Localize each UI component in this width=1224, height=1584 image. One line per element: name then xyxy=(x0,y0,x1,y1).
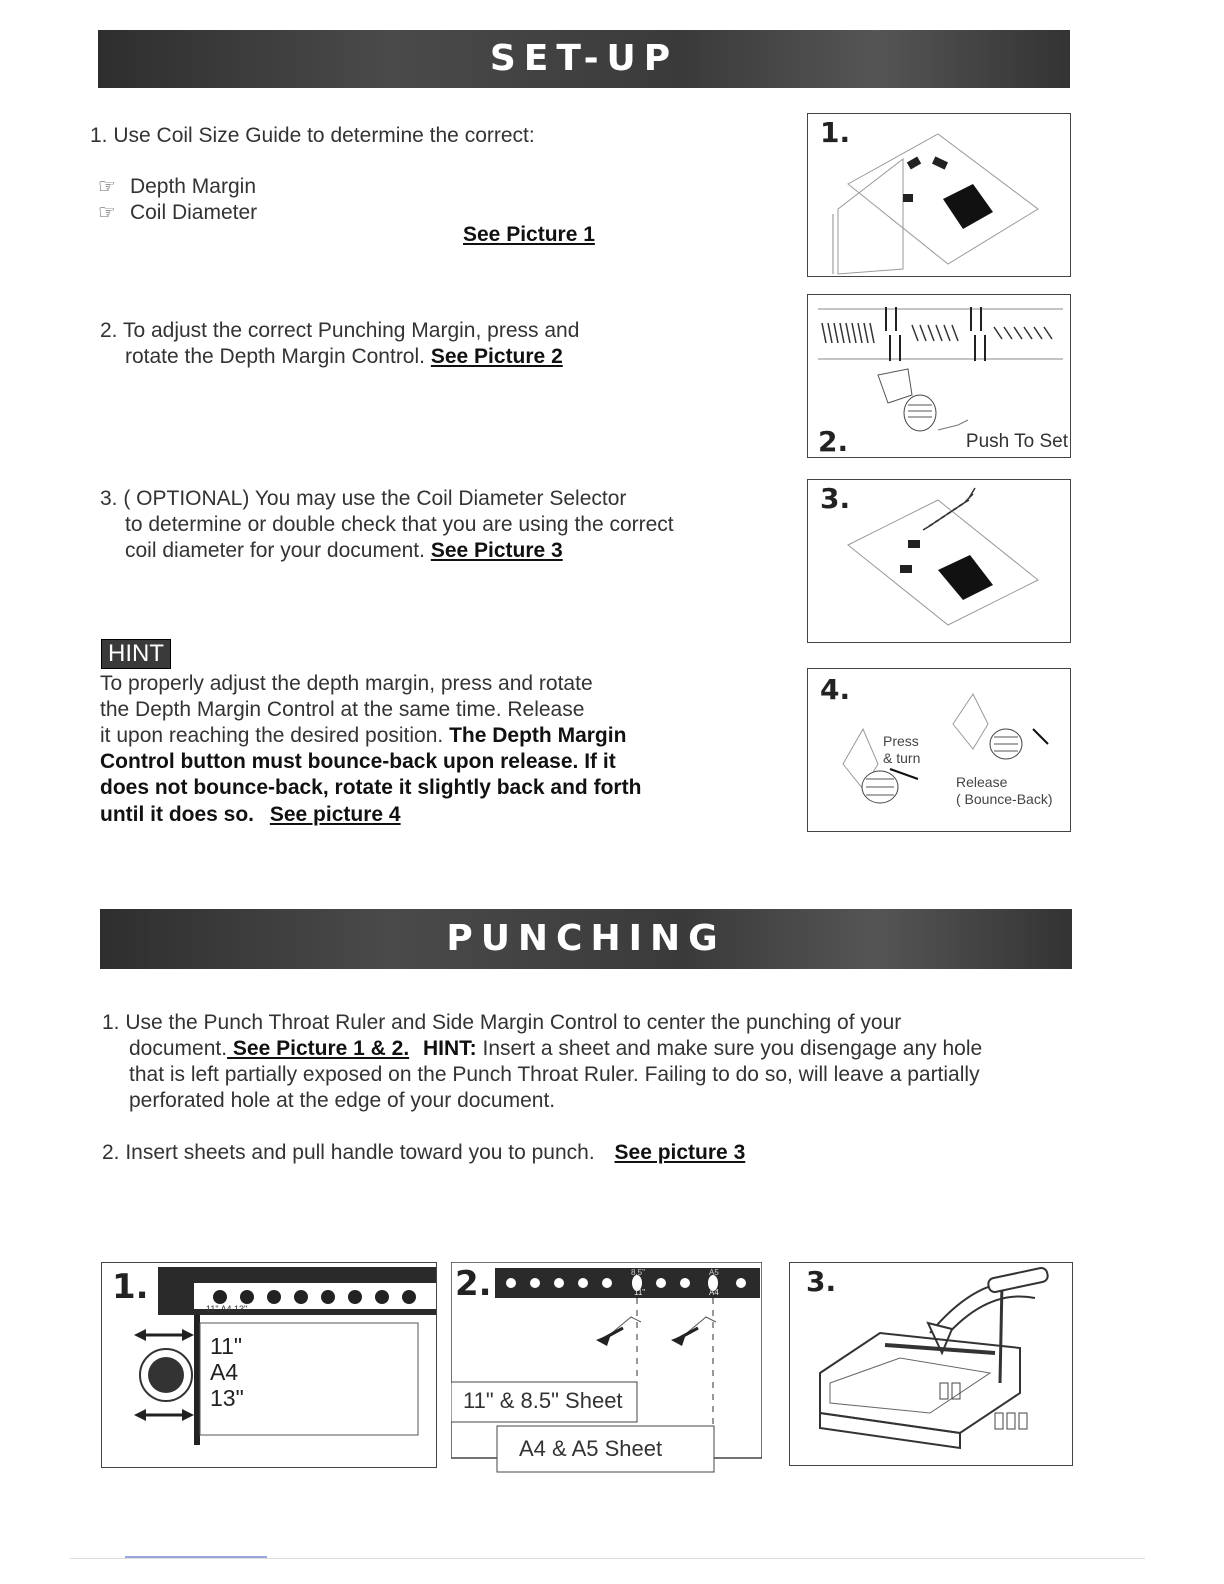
punching-step1-line1: 1. Use the Punch Throat Ruler and Side Margin Control to center the punching of your xyxy=(102,1011,902,1034)
figure-number: 4. xyxy=(820,673,851,706)
setup-step1-text: 1. Use Coil Size Guide to determine the correct: xyxy=(90,124,535,147)
mark-a5: A5 xyxy=(709,1268,719,1277)
see-picture-4-link[interactable]: See picture 4 xyxy=(269,803,401,826)
setup-banner xyxy=(98,30,1070,88)
setup-bullet-depth: ☞ Depth Margin xyxy=(98,174,256,198)
punching-figure-3 xyxy=(789,1262,1073,1466)
ruler-marks: 11" A4 13" xyxy=(206,1304,248,1314)
mark-11: 11" xyxy=(634,1288,646,1297)
see-picture-1-2-link[interactable]: See Picture 1 & 2. xyxy=(227,1037,410,1060)
setup-figure-3 xyxy=(807,479,1071,643)
figure-number: 1. xyxy=(820,116,851,149)
pointing-hand-icon: ☞ xyxy=(98,174,116,198)
setup-step2-line2: rotate the Depth Margin Control. See Picture 2 xyxy=(125,345,563,368)
footer-rule xyxy=(70,1558,1145,1559)
see-picture-1-link[interactable]: See Picture 1 xyxy=(463,223,595,246)
punching-step1-line2: document. See Picture 1 & 2. HINT: Insert a sheet and make sure you disengage any hole xyxy=(129,1037,983,1060)
mark-a4: A4 xyxy=(709,1288,719,1297)
size-label-a4: A4 xyxy=(210,1359,239,1385)
setup-step3-line3: coil diameter for your document. See Picture 3 xyxy=(125,539,563,562)
sheet-a4-a5-label: A4 & A5 Sheet xyxy=(519,1436,663,1461)
see-picture-3-punch-link[interactable]: See picture 3 xyxy=(614,1141,746,1164)
punching-figure-1 xyxy=(101,1262,437,1468)
press-label: Press xyxy=(883,733,919,749)
punching-step1-line4: perforated hole at the edge of your document. xyxy=(129,1089,556,1112)
punching-step1-line3: that is left partially exposed on the Punch Throat Ruler. Failing to do so, will leave a partially xyxy=(129,1063,980,1086)
figure-number: 1. xyxy=(112,1267,149,1307)
pointing-hand-icon: ☞ xyxy=(98,200,116,224)
punching-step2: 2. Insert sheets and pull handle toward you to punch. See picture 3 xyxy=(102,1141,746,1164)
punching-title: PUNCHING xyxy=(446,918,726,959)
figure-number: 3. xyxy=(806,1265,837,1298)
figure-number: 2. xyxy=(818,425,849,458)
release-label: Release xyxy=(956,774,1008,790)
sheet-11-8-5-label: 11" & 8.5" Sheet xyxy=(463,1388,623,1413)
hint-line3: it upon reaching the desired position. The Depth Margin xyxy=(100,724,627,747)
setup-figure-4 xyxy=(807,668,1071,832)
size-label-13: 13" xyxy=(210,1385,244,1411)
punching-figure-2 xyxy=(451,1262,762,1466)
hint-line6: until it does so. See picture 4 xyxy=(100,803,401,826)
figure-number: 3. xyxy=(820,482,851,515)
see-picture-3-link[interactable]: See Picture 3 xyxy=(430,539,563,562)
hint-tag: HINT xyxy=(101,639,171,669)
mark-8-5: 8.5" xyxy=(631,1268,645,1277)
bounce-back-label: ( Bounce-Back) xyxy=(956,791,1053,807)
turn-label: & turn xyxy=(883,750,921,766)
side-margin-control-illustration xyxy=(102,1263,436,1467)
hint-line5: does not bounce-back, rotate it slightly back and forth xyxy=(100,776,642,799)
hint-line4: Control button must bounce-back upon release. If it xyxy=(100,750,616,773)
footer-link-rule xyxy=(125,1556,267,1558)
see-picture-2-link[interactable]: See Picture 2 xyxy=(430,345,563,368)
setup-title: SET-UP xyxy=(489,38,679,79)
punching-banner xyxy=(100,909,1072,969)
hint-line1: To properly adjust the depth margin, press and rotate xyxy=(100,672,593,695)
setup-figure-1 xyxy=(807,113,1071,277)
setup-step2-line1: 2. To adjust the correct Punching Margin, press and xyxy=(100,319,580,342)
setup-step3-line2: to determine or double check that you are using the correct xyxy=(125,513,674,536)
size-label-11: 11" xyxy=(210,1333,243,1359)
setup-step3-line1: 3. ( OPTIONAL) You may use the Coil Diameter Selector xyxy=(100,487,627,510)
push-to-set-caption: Push To Set xyxy=(965,431,1068,452)
figure-number: 2. xyxy=(455,1264,492,1304)
setup-figure-2 xyxy=(807,294,1071,458)
setup-bullet-coil: ☞ Coil Diameter xyxy=(98,200,258,224)
hint-line2: the Depth Margin Control at the same time. Release xyxy=(100,698,585,721)
